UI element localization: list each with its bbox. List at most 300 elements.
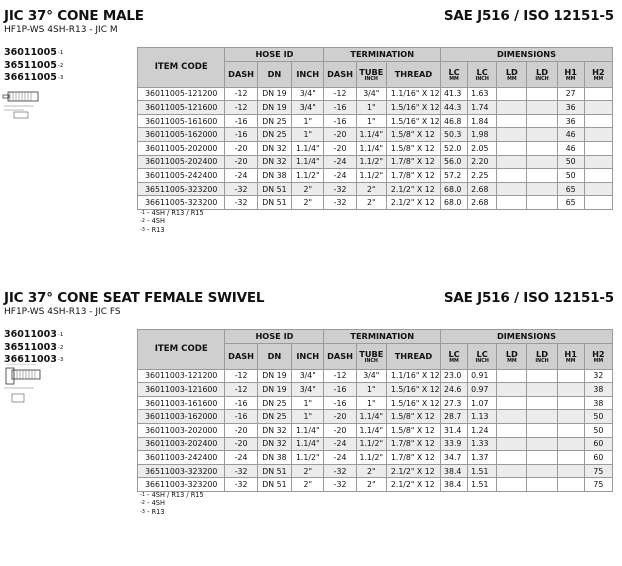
table-cell: 36011003-242400 xyxy=(138,451,225,465)
table-cell: 75 xyxy=(584,464,612,478)
table-cell: 3/4" xyxy=(292,87,324,101)
table-row xyxy=(138,114,613,128)
header-lc-mm: LC MM xyxy=(441,61,468,87)
header-tube: TUBE INCH xyxy=(356,343,386,369)
table-cell: DN 25 xyxy=(257,396,291,410)
table-cell: 24.6 xyxy=(441,383,468,397)
table-row xyxy=(138,423,613,437)
table-cell: 65 xyxy=(557,182,584,196)
table-cell: 1.1/4" xyxy=(292,423,324,437)
table-cell: 1.1/4" xyxy=(292,155,324,169)
table-cell xyxy=(557,396,584,410)
header-dn: DN xyxy=(257,61,291,87)
table-cell: 28.7 xyxy=(441,410,468,424)
table-cell: -16 xyxy=(225,128,257,142)
table-cell xyxy=(557,437,584,451)
table-cell xyxy=(527,478,557,492)
table-cell: 50 xyxy=(557,155,584,169)
table-cell: 36011005-161600 xyxy=(138,114,225,128)
table-cell xyxy=(584,114,612,128)
table-cell: 36011003-202400 xyxy=(138,437,225,451)
table-cell: 1.1/4" xyxy=(356,128,386,142)
table-cell: 36011005-202000 xyxy=(138,141,225,155)
table-cell: 38 xyxy=(584,383,612,397)
table-cell: 2.1/2" X 12 xyxy=(386,182,440,196)
table-cell: -32 xyxy=(324,464,356,478)
table-cell: 1.63 xyxy=(468,87,497,101)
table-cell: 1.1/2" xyxy=(356,169,386,183)
footnote: $^{-3}$ - R13 xyxy=(140,225,165,234)
table-row xyxy=(138,87,613,101)
table-cell xyxy=(527,410,557,424)
table-cell: 1.51 xyxy=(468,478,497,492)
table-cell xyxy=(584,101,612,115)
table-cell xyxy=(497,451,527,465)
table-cell: 1.1/16" X 12 xyxy=(386,87,440,101)
table-cell: 2.05 xyxy=(468,141,497,155)
table-cell: 1.7/8" X 12 xyxy=(386,437,440,451)
table-cell: 1.98 xyxy=(468,128,497,142)
spec-table-body xyxy=(138,87,613,209)
table-cell: -16 xyxy=(324,114,356,128)
header-h1: H1 MM xyxy=(557,61,584,87)
table-cell: 1.7/8" X 12 xyxy=(386,155,440,169)
header-dash: DASH xyxy=(225,343,257,369)
table-cell: 36011003-121600 xyxy=(138,383,225,397)
table-row xyxy=(138,437,613,451)
table-row xyxy=(138,451,613,465)
table-cell xyxy=(527,169,557,183)
fitting-drawing-icon xyxy=(2,364,42,414)
table-cell xyxy=(584,155,612,169)
table-cell xyxy=(527,437,557,451)
table-cell: 1.5/8" X 12 xyxy=(386,128,440,142)
table-cell: 1.5/16" X 12 xyxy=(386,383,440,397)
table-cell xyxy=(527,87,557,101)
section-subtitle: HF1P-WS 4SH-R13 - JIC FS xyxy=(4,307,121,317)
table-cell: -32 xyxy=(225,464,257,478)
table-cell: 1.1/4" xyxy=(292,437,324,451)
header-dimensions: DIMENSIONS xyxy=(441,330,613,344)
fitting-drawing-icon xyxy=(2,82,42,132)
table-cell xyxy=(497,478,527,492)
table-cell: 3/4" xyxy=(292,101,324,115)
table-cell xyxy=(527,182,557,196)
table-cell: DN 25 xyxy=(257,128,291,142)
table-cell xyxy=(557,423,584,437)
table-cell: -20 xyxy=(324,128,356,142)
table-cell xyxy=(497,169,527,183)
table-cell: 2" xyxy=(356,196,386,210)
table-row xyxy=(138,369,613,383)
table-cell: 2" xyxy=(292,478,324,492)
table-cell: 32 xyxy=(584,369,612,383)
table-cell: 2" xyxy=(292,182,324,196)
table-cell: 1.51 xyxy=(468,464,497,478)
table-cell: 2.1/2" X 12 xyxy=(386,478,440,492)
table-cell: -32 xyxy=(225,478,257,492)
table-cell: DN 51 xyxy=(257,478,291,492)
table-cell: 3/4" xyxy=(356,87,386,101)
table-cell: 60 xyxy=(584,437,612,451)
table-cell: -32 xyxy=(324,478,356,492)
table-cell xyxy=(557,410,584,424)
table-cell: DN 51 xyxy=(257,182,291,196)
header-hose-id: HOSE ID xyxy=(225,330,324,344)
table-cell: 56.0 xyxy=(441,155,468,169)
spec-table-body xyxy=(138,369,613,491)
table-cell: 36611003-323200 xyxy=(138,478,225,492)
table-cell: 1" xyxy=(292,396,324,410)
table-cell: -12 xyxy=(225,87,257,101)
table-cell: -20 xyxy=(324,141,356,155)
table-cell xyxy=(497,141,527,155)
table-cell: 1.1/4" xyxy=(356,410,386,424)
table-cell: 1.24 xyxy=(468,423,497,437)
table-cell: -16 xyxy=(324,383,356,397)
header-ld-inch: LD INCH xyxy=(527,343,557,369)
header-term-dash: DASH xyxy=(324,61,356,87)
table-cell xyxy=(497,87,527,101)
table-cell: 27 xyxy=(557,87,584,101)
table-cell: -20 xyxy=(225,437,257,451)
table-cell xyxy=(527,155,557,169)
table-cell xyxy=(557,383,584,397)
spec-table xyxy=(137,329,613,492)
table-cell xyxy=(527,101,557,115)
table-cell: 2.1/2" X 12 xyxy=(386,464,440,478)
table-cell: 36011005-202400 xyxy=(138,155,225,169)
table-cell xyxy=(584,141,612,155)
table-cell xyxy=(497,410,527,424)
header-lc-mm: LC MM xyxy=(441,343,468,369)
table-cell: 1.1/4" xyxy=(356,141,386,155)
table-cell: -16 xyxy=(225,396,257,410)
section-title: JIC 37° CONE SEAT FEMALE SWIVEL xyxy=(4,290,265,306)
table-cell: 60 xyxy=(584,451,612,465)
table-row xyxy=(138,141,613,155)
table-cell: 50 xyxy=(584,410,612,424)
table-cell xyxy=(497,464,527,478)
table-cell xyxy=(584,169,612,183)
table-row xyxy=(138,101,613,115)
table-row xyxy=(138,182,613,196)
table-cell xyxy=(497,101,527,115)
item-code: $36611005^{-3}$ xyxy=(4,72,64,83)
table-cell: DN 32 xyxy=(257,155,291,169)
table-cell: 2.68 xyxy=(468,182,497,196)
table-cell xyxy=(497,155,527,169)
table-cell: -24 xyxy=(324,155,356,169)
table-cell xyxy=(497,196,527,210)
table-cell xyxy=(527,451,557,465)
table-cell: 1.07 xyxy=(468,396,497,410)
header-item-code: ITEM CODE xyxy=(138,48,225,88)
table-row xyxy=(138,196,613,210)
table-cell xyxy=(527,128,557,142)
footnote: $^{-2}$ - 4SH xyxy=(140,217,165,226)
table-cell: 3/4" xyxy=(356,369,386,383)
table-cell: 1" xyxy=(292,410,324,424)
table-cell: 1" xyxy=(356,396,386,410)
table-cell xyxy=(497,114,527,128)
table-cell: -20 xyxy=(225,423,257,437)
table-cell: -24 xyxy=(225,169,257,183)
table-cell: 46 xyxy=(557,128,584,142)
table-cell: DN 19 xyxy=(257,383,291,397)
table-cell xyxy=(584,196,612,210)
table-row xyxy=(138,478,613,492)
table-cell: 2" xyxy=(356,182,386,196)
section-title: JIC 37° CONE MALE xyxy=(4,8,144,24)
header-ld-mm: LD MM xyxy=(497,61,527,87)
header-h1: H1 MM xyxy=(557,343,584,369)
table-row xyxy=(138,410,613,424)
table-cell: 57.2 xyxy=(441,169,468,183)
footnotes xyxy=(140,209,204,234)
table-cell: 1.1/4" xyxy=(356,423,386,437)
item-code: $36011005^{-1}$ xyxy=(4,47,64,58)
table-cell: 1.5/8" X 12 xyxy=(386,423,440,437)
header-lc-inch: LC INCH xyxy=(468,343,497,369)
table-cell: 38 xyxy=(584,396,612,410)
table-cell: -12 xyxy=(225,369,257,383)
table-cell xyxy=(497,437,527,451)
header-dash: DASH xyxy=(225,61,257,87)
table-cell: -16 xyxy=(225,410,257,424)
table-cell: 2.25 xyxy=(468,169,497,183)
table-row xyxy=(138,128,613,142)
table-cell xyxy=(584,128,612,142)
table-cell: 31.4 xyxy=(441,423,468,437)
table-cell: 36011005-242400 xyxy=(138,169,225,183)
table-cell: 0.91 xyxy=(468,369,497,383)
header-term-dash: DASH xyxy=(324,343,356,369)
table-cell: 1.1/2" xyxy=(292,451,324,465)
header-item-code: ITEM CODE xyxy=(138,330,225,370)
table-row xyxy=(138,396,613,410)
table-cell: 1.7/8" X 12 xyxy=(386,169,440,183)
table-cell xyxy=(497,369,527,383)
table-cell: 36011003-202000 xyxy=(138,423,225,437)
table-cell: 1.1/2" xyxy=(356,451,386,465)
header-dn: DN xyxy=(257,343,291,369)
table-cell: 1.13 xyxy=(468,410,497,424)
table-cell: 50 xyxy=(557,169,584,183)
table-cell: 1.5/16" X 12 xyxy=(386,114,440,128)
item-code-list xyxy=(4,329,63,367)
table-cell: 1.74 xyxy=(468,101,497,115)
table-cell: -16 xyxy=(324,101,356,115)
table-cell: DN 25 xyxy=(257,410,291,424)
table-cell: -24 xyxy=(324,437,356,451)
table-cell: 36011005-121600 xyxy=(138,101,225,115)
table-cell xyxy=(584,87,612,101)
spec-table xyxy=(137,47,613,210)
standard-label: SAE J516 / ISO 12151-5 xyxy=(443,8,614,24)
table-cell xyxy=(497,396,527,410)
table-cell: DN 38 xyxy=(257,451,291,465)
table-cell: -24 xyxy=(324,451,356,465)
table-cell: DN 38 xyxy=(257,169,291,183)
header-ld-mm: LD MM xyxy=(497,343,527,369)
table-cell: DN 32 xyxy=(257,437,291,451)
section-subtitle: HF1P-WS 4SH-R13 - JIC M xyxy=(4,25,118,35)
header-inch: INCH xyxy=(292,61,324,87)
table-cell: 46.8 xyxy=(441,114,468,128)
table-cell: DN 32 xyxy=(257,141,291,155)
table-cell: 38.4 xyxy=(441,464,468,478)
table-cell: 75 xyxy=(584,478,612,492)
footnote: $^{-1}$ - 4SH / R13 / R15 xyxy=(140,209,204,217)
table-cell: 1.7/8" X 12 xyxy=(386,451,440,465)
table-cell: 1.5/16" X 12 xyxy=(386,396,440,410)
table-cell xyxy=(527,196,557,210)
table-cell: 36511003-323200 xyxy=(138,464,225,478)
table-cell: 50 xyxy=(584,423,612,437)
table-cell: 36011003-121200 xyxy=(138,369,225,383)
table-cell xyxy=(497,423,527,437)
table-cell: -20 xyxy=(225,141,257,155)
table-cell: DN 51 xyxy=(257,196,291,210)
table-cell: 3/4" xyxy=(292,383,324,397)
table-row xyxy=(138,155,613,169)
table-cell: 1.1/2" xyxy=(356,155,386,169)
table-cell xyxy=(497,128,527,142)
table-cell: 36 xyxy=(557,101,584,115)
header-termination: TERMINATION xyxy=(324,48,441,62)
table-cell: 1.5/16" X 12 xyxy=(386,101,440,115)
table-cell: -32 xyxy=(225,196,257,210)
footnotes xyxy=(140,491,204,516)
table-cell: -20 xyxy=(324,410,356,424)
table-cell: 2" xyxy=(292,196,324,210)
table-cell: 23.0 xyxy=(441,369,468,383)
table-cell: 36011005-121200 xyxy=(138,87,225,101)
table-cell: 36511005-323200 xyxy=(138,182,225,196)
table-cell: 1" xyxy=(292,114,324,128)
table-cell xyxy=(497,383,527,397)
table-cell: 2.68 xyxy=(468,196,497,210)
table-cell: 36011003-162000 xyxy=(138,410,225,424)
table-cell: 44.3 xyxy=(441,101,468,115)
table-cell: 2.20 xyxy=(468,155,497,169)
table-cell xyxy=(557,369,584,383)
table-cell: -20 xyxy=(324,423,356,437)
header-h2: H2 MM xyxy=(584,61,612,87)
table-cell xyxy=(527,369,557,383)
table-cell: -32 xyxy=(225,182,257,196)
header-thread: THREAD xyxy=(386,61,440,87)
table-cell: DN 19 xyxy=(257,101,291,115)
table-cell: 46 xyxy=(557,141,584,155)
table-cell xyxy=(527,141,557,155)
table-cell: 1.1/2" xyxy=(292,169,324,183)
header-lc-inch: LC INCH xyxy=(468,61,497,87)
table-cell xyxy=(497,182,527,196)
header-termination: TERMINATION xyxy=(324,330,441,344)
table-cell: -32 xyxy=(324,182,356,196)
table-cell: 3/4" xyxy=(292,369,324,383)
table-cell: 1" xyxy=(356,114,386,128)
table-cell: 1" xyxy=(356,101,386,115)
table-cell xyxy=(557,478,584,492)
table-cell xyxy=(527,464,557,478)
table-row xyxy=(138,464,613,478)
table-cell: -12 xyxy=(225,101,257,115)
table-cell: 68.0 xyxy=(441,182,468,196)
table-cell: -24 xyxy=(225,451,257,465)
header-hose-id: HOSE ID xyxy=(225,48,324,62)
table-cell: -24 xyxy=(324,169,356,183)
table-cell: 41.3 xyxy=(441,87,468,101)
header-dimensions: DIMENSIONS xyxy=(441,48,613,62)
table-cell: -16 xyxy=(225,114,257,128)
table-cell: -12 xyxy=(324,369,356,383)
table-cell xyxy=(527,383,557,397)
table-cell: 1" xyxy=(356,383,386,397)
table-cell xyxy=(584,182,612,196)
item-code: $36511003^{-2}$ xyxy=(4,341,64,353)
table-cell xyxy=(557,464,584,478)
table-cell: -12 xyxy=(324,87,356,101)
table-cell: 36611005-323200 xyxy=(138,196,225,210)
header-ld-inch: LD INCH xyxy=(527,61,557,87)
table-cell: 1.37 xyxy=(468,451,497,465)
table-cell xyxy=(527,396,557,410)
table-cell: 2" xyxy=(356,478,386,492)
table-row xyxy=(138,169,613,183)
table-row xyxy=(138,383,613,397)
footnote: $^{-3}$ - R13 xyxy=(140,507,165,516)
table-cell: -20 xyxy=(225,155,257,169)
table-cell: -12 xyxy=(225,383,257,397)
header-h2: H2 MM xyxy=(584,343,612,369)
table-cell: 36011005-162000 xyxy=(138,128,225,142)
table-cell: 2" xyxy=(292,464,324,478)
table-cell: 52.0 xyxy=(441,141,468,155)
item-code-list xyxy=(4,47,63,85)
table-cell xyxy=(527,423,557,437)
table-cell: 1.33 xyxy=(468,437,497,451)
table-cell: 34.7 xyxy=(441,451,468,465)
table-cell: 68.0 xyxy=(441,196,468,210)
table-cell: 0.97 xyxy=(468,383,497,397)
table-cell: DN 19 xyxy=(257,369,291,383)
table-cell: DN 32 xyxy=(257,423,291,437)
table-cell: 1.5/8" X 12 xyxy=(386,141,440,155)
table-cell xyxy=(557,451,584,465)
table-cell: 33.9 xyxy=(441,437,468,451)
item-code: $36611003^{-3}$ xyxy=(4,354,64,365)
table-cell: 1.1/16" X 12 xyxy=(386,369,440,383)
table-cell: DN 51 xyxy=(257,464,291,478)
table-cell: 50.3 xyxy=(441,128,468,142)
footnote: $^{-1}$ - 4SH / R13 / R15 xyxy=(140,491,204,499)
table-cell: -16 xyxy=(324,396,356,410)
header-inch: INCH xyxy=(292,343,324,369)
header-tube: TUBE INCH xyxy=(356,61,386,87)
standard-label: SAE J516 / ISO 12151-5 xyxy=(443,290,614,306)
table-cell: 1.1/2" xyxy=(356,437,386,451)
header-thread: THREAD xyxy=(386,343,440,369)
table-cell: -32 xyxy=(324,196,356,210)
table-cell: 1.5/8" X 12 xyxy=(386,410,440,424)
table-cell: DN 25 xyxy=(257,114,291,128)
table-cell: 1.1/4" xyxy=(292,141,324,155)
table-cell xyxy=(527,114,557,128)
table-cell: 2" xyxy=(356,464,386,478)
